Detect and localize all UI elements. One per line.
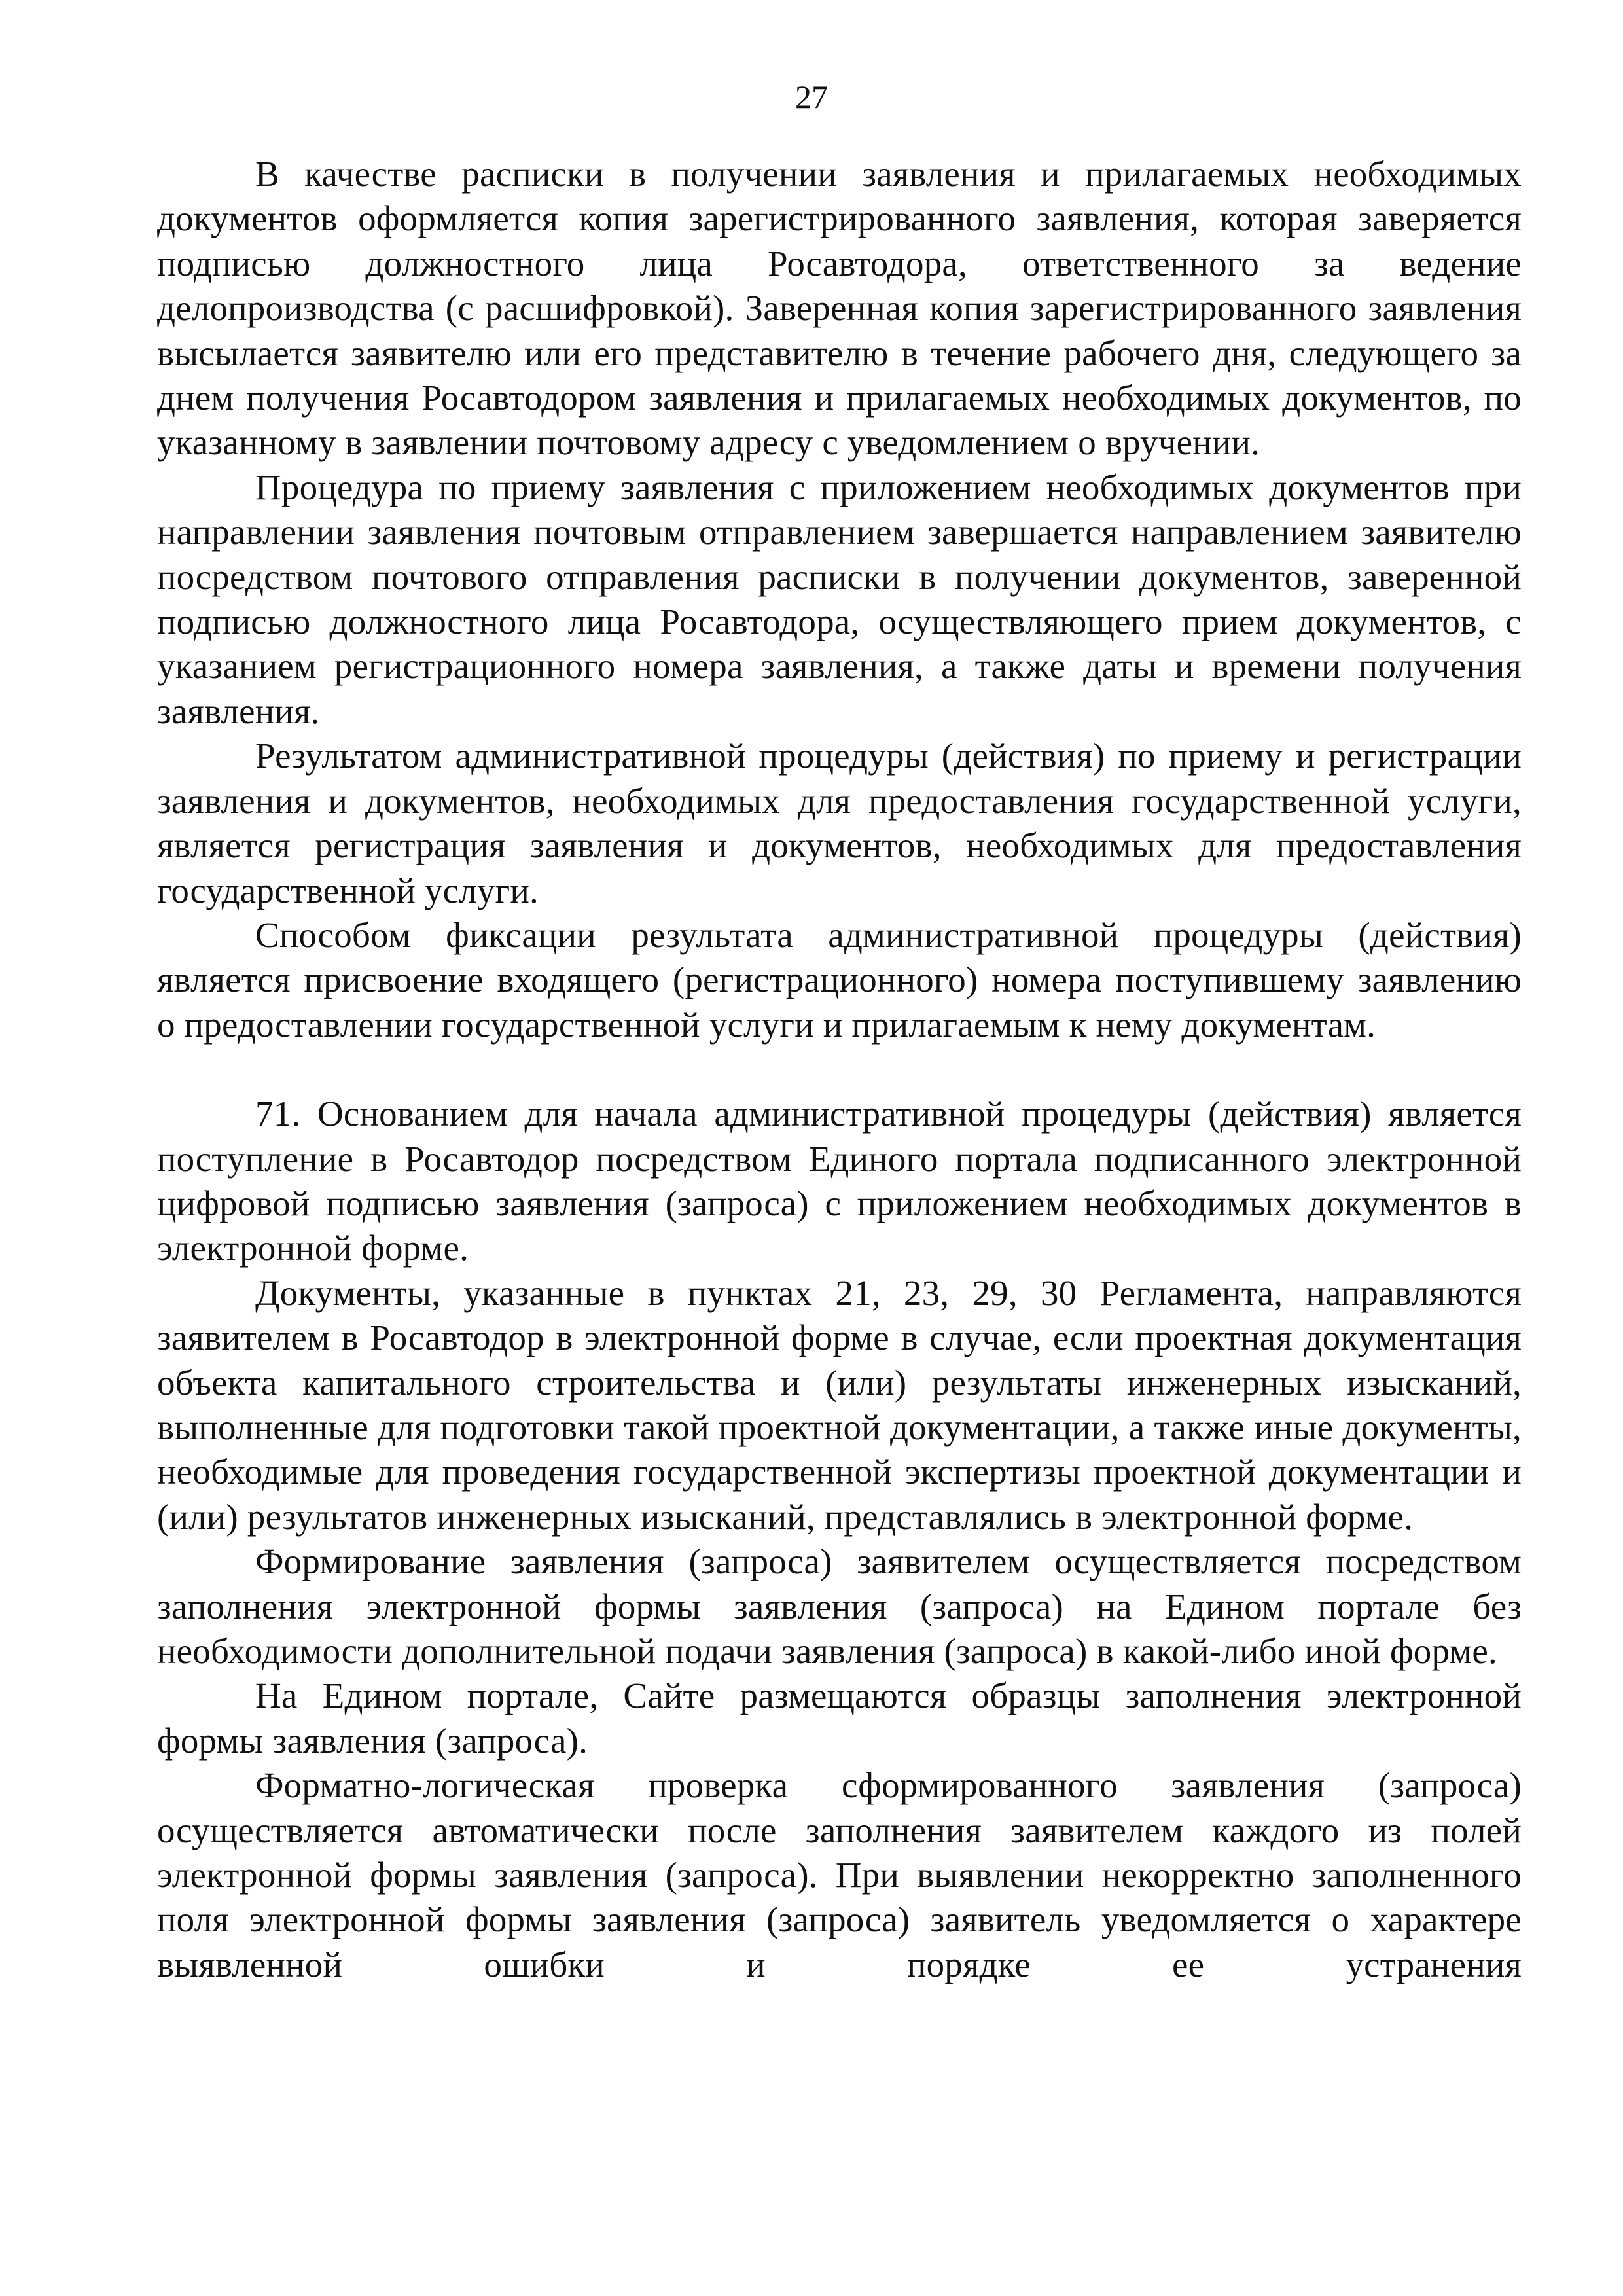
paragraph-procedure-result: Результатом административной процедуры (действия) по приему и регистрации заявления и документов, необходимых для предоставления государственной услуги, является регистрация заявления и документов, необходимых для предоставления государственной услуги. bbox=[157, 736, 1522, 910]
paragraph-request-forming: Формирование заявления (запроса) заявителем осуществляется посредством заполнения электронной формы заявления (запроса) на Едином портале без необходимости дополнительной подачи заявления (запроса) в какой-либо иной форме. bbox=[157, 1541, 1522, 1671]
document-body bbox=[157, 152, 1522, 1987]
paragraph-item-71: 71. Основанием для начала административной процедуры (действия) является поступление в Росавтодор посредством Единого портала подписанного электронной цифровой подписью заявления (запроса) с приложением необходимых документов в электронной форме. bbox=[157, 1094, 1522, 1268]
paragraph-electronic-documents: Документы, указанные в пунктах 21, 23, 29, 30 Регламента, направляются заявителем в Росавтодор в электронной форме в случае, если проектная документация объекта капитального строительства и (или) результаты инженерных изысканий, выполненные для подготовки такой проектной документации, а также иные документы, необходимые для проведения государственной экспертизы проектной документации и (или) результатов инженерных изысканий, представлялись в электронной форме. bbox=[157, 1272, 1522, 1537]
paragraph-format-check: Форматно-логическая проверка сформированного заявления (запроса) осуществляется автоматически после заполнения заявителем каждого из полей электронной формы заявления (запроса). При выявлении некорректно заполненного поля электронной формы заявления (запроса) заявитель уведомляется о характере выявленной ошибки и порядке ее устранения bbox=[157, 1765, 1522, 1984]
paragraph-postal-procedure: Процедура по приему заявления с приложением необходимых документов при направлении заявления почтовым отправлением завершается направлением заявителю посредством почтового отправления расписки в получении документов, заверенной подписью должностного лица Росавтодора, осуществляющего прием документов, с указанием регистрационного номера заявления, а также даты и времени получения заявления. bbox=[157, 467, 1522, 731]
paragraph-form-samples: На Едином портале, Сайте размещаются образцы заполнения электронной формы заявления (запроса). bbox=[157, 1676, 1522, 1761]
section-gap bbox=[157, 1047, 1522, 1092]
page-number: 27 bbox=[795, 79, 828, 115]
paragraph-result-fixation: Способом фиксации результата административной процедуры (действия) является присвоение входящего (регистрационного) номера поступившему заявлению о предоставлении государственной услуги и прилагаемым к нему документам. bbox=[157, 914, 1522, 1045]
paragraph-receipt-copy: В качестве расписки в получении заявления и прилагаемых необходимых документов оформляется копия зарегистрированного заявления, которая заверяется подписью должностного лица Росавтодора, ответственного за ведение делопроизводства (с расшифровкой). Заверенная копия зарегистрированного заявления высылается заявителю или его представителю в течение рабочего дня, следующего за днем получения Росавтодором заявления и прилагаемых необходимых документов, по указанному в заявлении почтовому адресу с уведомлением о вручении. bbox=[157, 154, 1522, 463]
